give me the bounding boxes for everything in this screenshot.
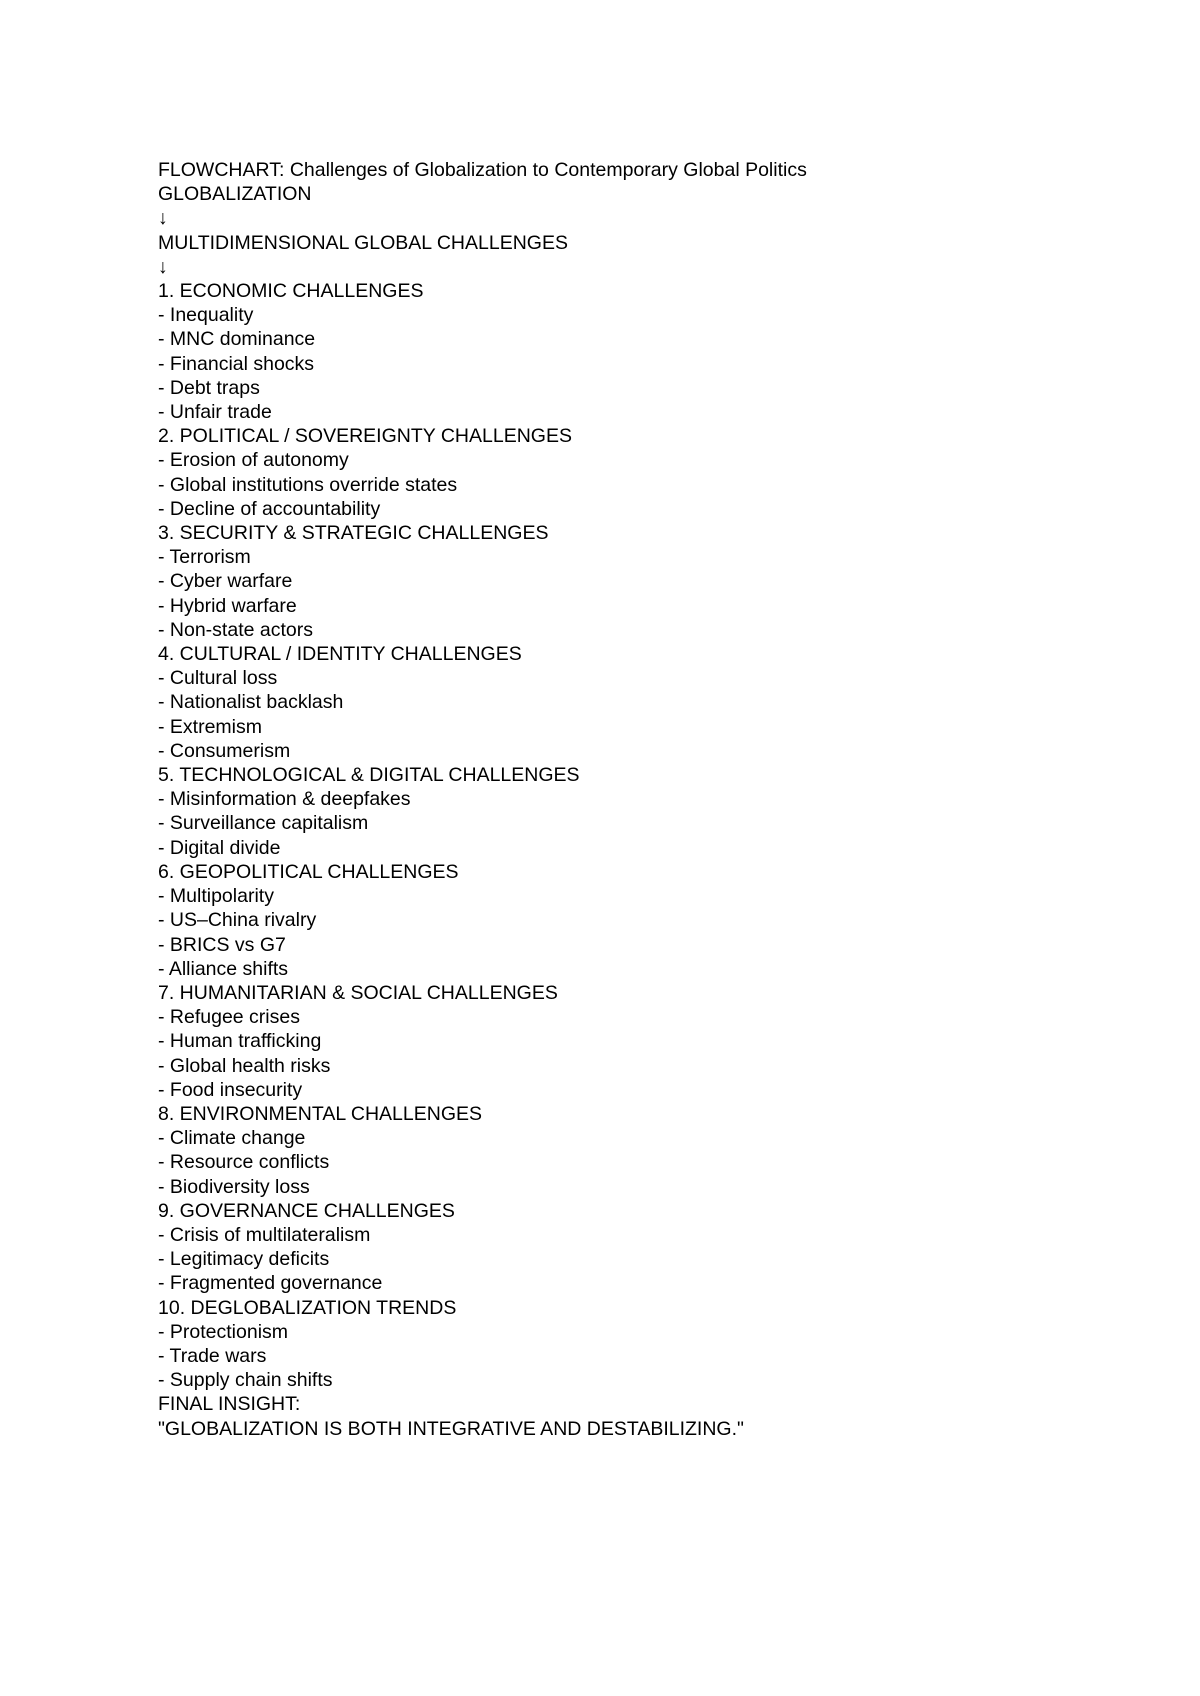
section-heading: 6. GEOPOLITICAL CHALLENGES [158,860,459,883]
list-item: - Debt traps [158,376,260,399]
list-item: - Alliance shifts [158,957,289,980]
list-item: - Supply chain shifts [158,1369,333,1392]
subtitle-node: MULTIDIMENSIONAL GLOBAL CHALLENGES [158,231,568,254]
list-item: - Extremism [158,715,262,738]
list-item: - Human trafficking [158,1030,322,1053]
list-item: - Biodiversity loss [158,1175,310,1198]
list-item: - Resource conflicts [158,1151,330,1174]
section-heading: 3. SECURITY & STRATEGIC CHALLENGES [158,522,549,545]
section-heading: 7. HUMANITARIAN & SOCIAL CHALLENGES [158,981,558,1004]
list-item: - BRICS vs G7 [158,933,286,956]
list-item: - Financial shocks [158,352,315,375]
list-item: - Misinformation & deepfakes [158,788,411,811]
list-item: - Consumerism [158,739,291,762]
list-item: - Decline of accountability [158,497,381,520]
document-title: FLOWCHART: Challenges of Globalization to Contemporary Global Politics [158,159,807,181]
section-heading: 2. POLITICAL / SOVEREIGNTY CHALLENGES [158,425,572,448]
list-item: - Refugee crises [158,1006,300,1029]
list-item: - Erosion of autonomy [158,449,349,472]
final-insight-quote: "GLOBALIZATION IS BOTH INTEGRATIVE AND DESTABILIZING." [158,1417,744,1440]
list-item: - Global health risks [158,1054,331,1077]
section-heading: 5. TECHNOLOGICAL & DIGITAL CHALLENGES [158,764,580,787]
list-item: - Crisis of multilateralism [158,1223,371,1246]
section-heading: 10. DEGLOBALIZATION TRENDS [158,1296,457,1319]
section-heading: 8. ENVIRONMENTAL CHALLENGES [158,1102,482,1125]
root-node: GLOBALIZATION [158,183,312,206]
list-item: - Trade wars [158,1344,267,1367]
list-item: - Terrorism [158,546,251,569]
list-item: - Multipolarity [158,885,274,908]
list-item: - Unfair trade [158,401,272,424]
section-heading: 1. ECONOMIC CHALLENGES [158,280,424,303]
list-item: - Hybrid warfare [158,594,297,617]
down-arrow-icon: ↓ [158,207,168,230]
document-body [158,158,1158,1441]
list-item: - Non-state actors [158,618,313,641]
list-item: - Inequality [158,304,254,327]
list-item: - Global institutions override states [158,473,458,496]
list-item: - Nationalist backlash [158,691,344,714]
down-arrow-icon: ↓ [158,255,168,278]
list-item: - MNC dominance [158,328,316,351]
list-item: - US–China rivalry [158,909,317,932]
list-item: - Digital divide [158,836,281,859]
list-item: - Legitimacy deficits [158,1248,330,1271]
list-item: - Fragmented governance [158,1272,383,1295]
list-item: - Surveillance capitalism [158,812,369,835]
list-item: - Protectionism [158,1320,289,1343]
section-heading: 4. CULTURAL / IDENTITY CHALLENGES [158,643,522,666]
list-item: - Food insecurity [158,1078,303,1101]
section-heading: 9. GOVERNANCE CHALLENGES [158,1199,455,1222]
list-item: - Cultural loss [158,667,278,690]
list-item: - Climate change [158,1127,306,1150]
list-item: - Cyber warfare [158,570,293,593]
final-insight-label: FINAL INSIGHT: [158,1393,301,1416]
